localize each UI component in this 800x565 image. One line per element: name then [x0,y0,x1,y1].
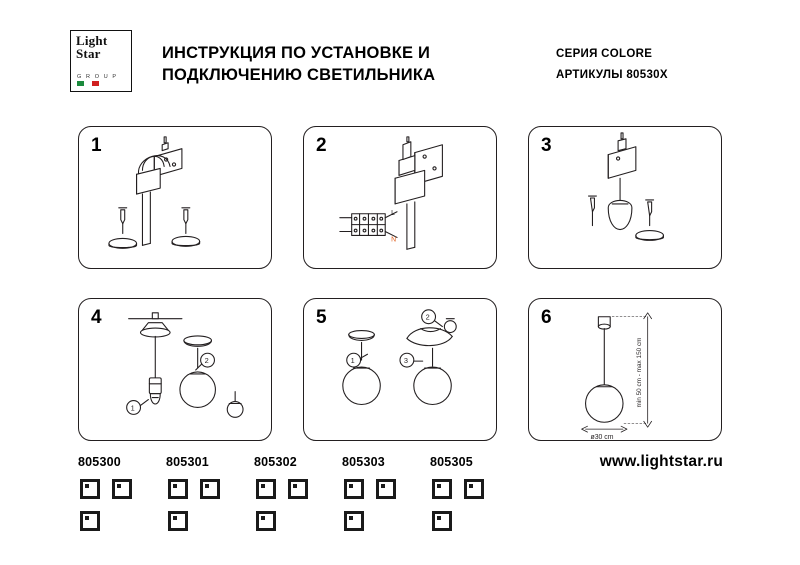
product-entry-2 [254,455,316,533]
terminal-label-l: L [391,209,395,217]
product-meta [556,44,796,86]
qr-code-2[interactable] [254,477,310,533]
step-5-illustration [304,299,496,440]
step-3-illustration [529,127,721,268]
product-entry-3 [342,455,404,533]
step-2-illustration [304,127,496,268]
terminal-label-n: N [391,236,397,244]
qr-code-4[interactable] [430,477,486,533]
step-number-2: 2 [316,135,327,156]
logo-group-text: G R O U P [77,74,118,80]
step-4-callout-1: 1 [130,403,135,413]
document-footer [78,455,723,545]
product-code-2: 805302 [254,455,297,469]
page-title [162,42,542,86]
step-panel-3 [528,126,722,269]
step-panel-5 [303,298,497,441]
diameter-dimension-label: ø30 cm [590,434,614,440]
step-6-illustration [529,299,721,440]
step-panel-4 [78,298,272,441]
step-number-5: 5 [316,307,327,328]
product-code-0: 805300 [78,455,121,469]
product-entry-4 [430,455,492,533]
step-panel-6 [528,298,722,441]
product-code-3: 805303 [342,455,385,469]
article-label: АРТИКУЛЫ 80530X [556,69,668,81]
document-header [70,30,730,100]
website-link[interactable]: www.lightstar.ru [599,453,723,470]
step-5-callout-1: 1 [350,356,355,366]
step-number-4: 4 [91,307,102,328]
logo-wordmark [76,35,107,60]
step-5-callout-3: 3 [403,356,409,366]
steps-grid [78,126,723,441]
product-entry-1 [166,455,228,533]
logo-line-1: Light [76,33,108,48]
title-line-2: ПОДКЛЮЧЕНИЮ СВЕТИЛЬНИКА [162,66,436,84]
step-panel-1 [78,126,272,269]
brand-logo [70,30,132,92]
step-number-3: 3 [541,135,552,156]
logo-line-2: Star [76,45,101,61]
title-line-1: ИНСТРУКЦИЯ ПО УСТАНОВКЕ И [162,44,431,62]
product-code-4: 805305 [430,455,473,469]
product-code-1: 805301 [166,455,209,469]
series-label: СЕРИЯ COLORE [556,48,653,60]
qr-code-1[interactable] [166,477,222,533]
step-panel-2 [303,126,497,269]
step-4-illustration [79,299,271,440]
height-dimension-label: min 50 cm - max 150 cm [635,337,643,408]
step-5-callout-2: 2 [425,312,430,322]
italian-flag-icon [77,81,99,86]
qr-code-3[interactable] [342,477,398,533]
step-4-callout-2: 2 [204,356,209,366]
step-number-6: 6 [541,307,552,328]
step-1-illustration [79,127,271,268]
step-number-1: 1 [91,135,102,156]
product-entry-0 [78,455,140,533]
qr-code-0[interactable] [78,477,134,533]
